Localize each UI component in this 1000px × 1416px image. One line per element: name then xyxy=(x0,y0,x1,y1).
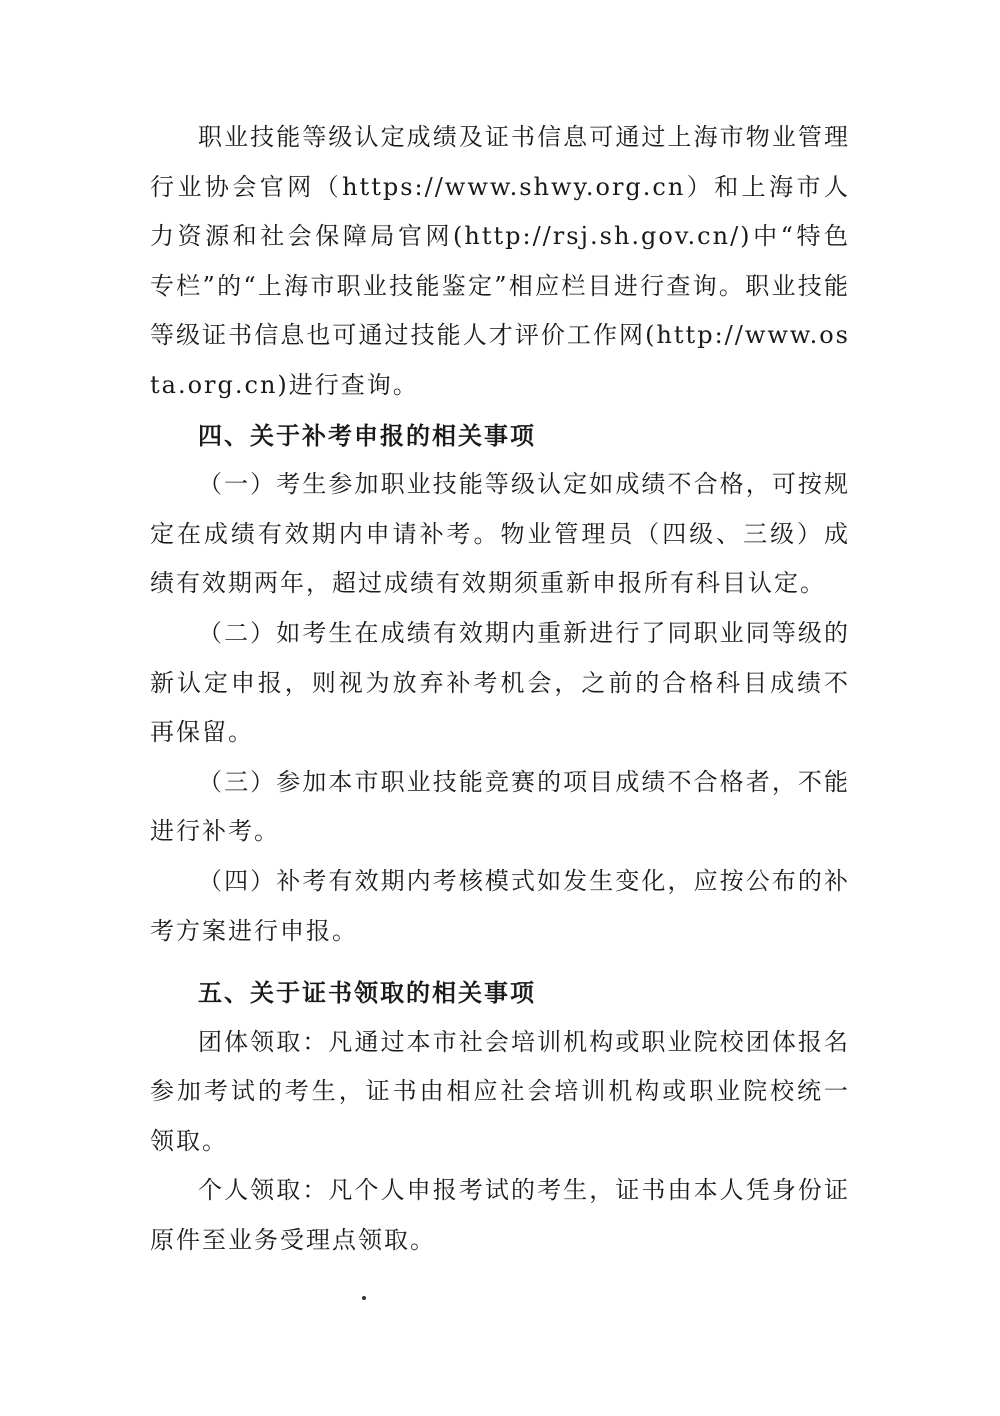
stray-dot-mark xyxy=(362,1296,366,1300)
document-body xyxy=(150,113,850,1266)
makeup-exam-item-1: （一）考生参加职业技能等级认定如成绩不合格，可按规定在成绩有效期内申请补考。物业管理员（四级、三级）成绩有效期两年，超过成绩有效期须重新申报所有科目认定。 xyxy=(150,470,850,598)
section-heading-makeup-exam: 四、关于补考申报的相关事项 xyxy=(198,420,536,450)
makeup-exam-item-2: （二）如考生在成绩有效期内重新进行了同职业同等级的新认定申报，则视为放弃补考机会，之前的合格科目成绩不再保留。 xyxy=(150,618,850,747)
section-heading-certificate-collection: 五、关于证书领取的相关事项 xyxy=(198,978,536,1008)
makeup-exam-item-4: （四）补考有效期内考核模式如发生变化，应按公布的补考方案进行申报。 xyxy=(150,866,850,945)
query-info-paragraph: 职业技能等级认定成绩及证书信息可通过上海市物业管理行业协会官网（https://www.shwy.org.cn）和上海市人力资源和社会保障局官网(http://rsj.sh.gov.cn/)中“特色专栏”的“上海市职业技能鉴定”相应栏目进行查询。职业技能等级证书信息也可通过技能人才评价工作网(http://www.osta.org.cn)进行查询。 xyxy=(150,123,850,399)
group-collection-paragraph: 团体领取：凡通过本市社会培训机构或职业院校团体报名参加考试的考生，证书由相应社会培训机构或职业院校统一领取。 xyxy=(150,1027,850,1155)
makeup-exam-item-3: （三）参加本市职业技能竞赛的项目成绩不合格者，不能进行补考。 xyxy=(150,767,850,846)
individual-collection-paragraph: 个人领取：凡个人申报考试的考生，证书由本人凭身份证原件至业务受理点领取。 xyxy=(150,1176,850,1255)
